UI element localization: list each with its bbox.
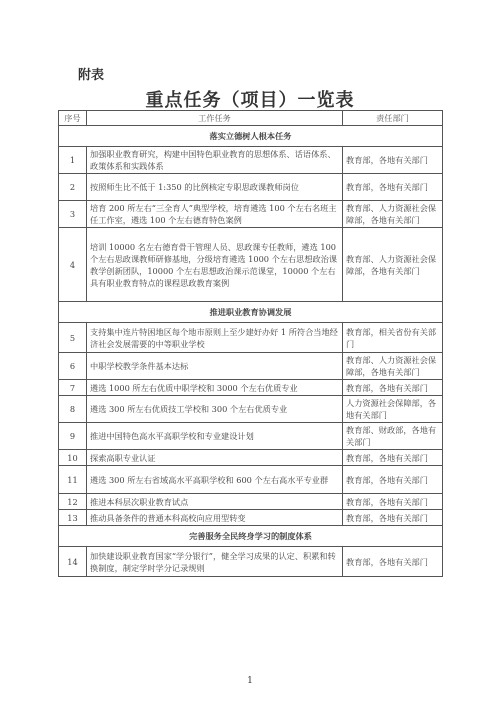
task-cell: 加快建设职业教育国家“学分银行”，健全学习成果的认定、积累和转换制度，制定学时学分记录规则: [87, 547, 343, 577]
row-number: 1: [59, 147, 87, 174]
section-heading: 落实立德树人根本任务: [59, 126, 443, 147]
dept-cell: 教育部，各地有关部门: [343, 174, 443, 201]
row-number: 14: [59, 547, 87, 577]
task-cell: 培训 10000 名左右德育骨干管理人员、思政课专任教师，遴选 100 个左右思政课教师研修基地，分级培育遴选 1000 个左右思想政治课教学创新团队，10000 个左右思想政治课示范课堂，10000 个左右具有职业教育特点的课程思政教育案例: [87, 228, 343, 302]
row-number: 7: [59, 380, 87, 396]
dept-cell: 教育部、人力资源社会保障部，各地有关部门: [343, 353, 443, 380]
dept-cell: 教育部，各地有关部门: [343, 466, 443, 494]
dept-cell: 教育部，各地有关部门: [343, 147, 443, 174]
page-title: 重点任务（项目）一览表: [145, 90, 355, 111]
row-number: 3: [59, 201, 87, 228]
row-number: 10: [59, 450, 87, 466]
dept-cell: 教育部、人力资源社会保障部，各地有关部门: [343, 228, 443, 302]
table-row: [59, 547, 443, 577]
row-number: 9: [59, 423, 87, 450]
row-number: 5: [59, 323, 87, 353]
task-cell: 遴选 300 所左右省域高水平高职学校和 600 个左右高水平专业群: [87, 466, 343, 494]
row-number: 13: [59, 510, 87, 526]
table-row: [59, 323, 443, 353]
task-cell: 推动具备条件的普通本科高校向应用型转变: [87, 510, 343, 526]
task-cell: 推进中国特色高水平高职学校和专业建设计划: [87, 423, 343, 450]
dept-cell: 教育部，各地有关部门: [343, 380, 443, 396]
dept-cell: 教育部、人力资源社会保障部，各地有关部门: [343, 201, 443, 228]
page-number: 1: [247, 676, 253, 686]
dept-cell: 教育部，各地有关部门: [343, 494, 443, 510]
row-number: 12: [59, 494, 87, 510]
table-row: [59, 174, 443, 201]
table-row: [59, 494, 443, 510]
table-row: [59, 510, 443, 526]
column-header-dept: 责任部门: [343, 111, 443, 126]
table-row: [59, 396, 443, 423]
table-header-row: [59, 111, 443, 126]
column-header-task: 工作任务: [87, 111, 343, 126]
dept-cell: 教育部，各地有关部门: [343, 547, 443, 577]
table-row: [59, 353, 443, 380]
table-row: [59, 423, 443, 450]
task-cell: 按照师生比不低于 1:350 的比例核定专职思政课教师岗位: [87, 174, 343, 201]
section-heading: 完善服务全民终身学习的制度体系: [59, 526, 443, 547]
section-row: [59, 126, 443, 147]
table-row: [59, 228, 443, 302]
row-number: 2: [59, 174, 87, 201]
row-number: 6: [59, 353, 87, 380]
task-cell: 加强职业教育研究，构建中国特色职业教育的思想体系、话语体系、政策体系和实践体系: [87, 147, 343, 174]
task-cell: 支持集中连片特困地区每个地市原则上至少建好办好 1 所符合当地经济社会发展需要的中等职业学校: [87, 323, 343, 353]
row-number: 11: [59, 466, 87, 494]
column-header-num: 序号: [59, 111, 87, 126]
task-cell: 遴选 300 所左右优质技工学校和 300 个左右优质专业: [87, 396, 343, 423]
tasks-table: [58, 110, 443, 577]
table-row: [59, 147, 443, 174]
dept-cell: 教育部，各地有关部门: [343, 510, 443, 526]
row-number: 4: [59, 228, 87, 302]
table-row: [59, 450, 443, 466]
dept-cell: 人力资源社会保障部，各地有关部门: [343, 396, 443, 423]
section-heading: 推进职业教育协调发展: [59, 302, 443, 323]
table-row: [59, 201, 443, 228]
appendix-label: 附表: [78, 68, 105, 83]
task-cell: 探索高职专业认证: [87, 450, 343, 466]
task-cell: 培育 200 所左右“三全育人”典型学校，培育遴选 100 个左右名班主任工作室，遴选 100 个左右德育特色案例: [87, 201, 343, 228]
dept-cell: 教育部、财政部，各地有关部门: [343, 423, 443, 450]
table-row: [59, 466, 443, 494]
row-number: 8: [59, 396, 87, 423]
task-cell: 遴选 1000 所左右优质中职学校和 3000 个左右优质专业: [87, 380, 343, 396]
section-row: [59, 526, 443, 547]
dept-cell: 教育部，各地有关部门: [343, 450, 443, 466]
section-row: [59, 302, 443, 323]
dept-cell: 教育部，相关省份有关部门: [343, 323, 443, 353]
task-cell: 推进本科层次职业教育试点: [87, 494, 343, 510]
task-cell: 中职学校教学条件基本达标: [87, 353, 343, 380]
table-row: [59, 380, 443, 396]
